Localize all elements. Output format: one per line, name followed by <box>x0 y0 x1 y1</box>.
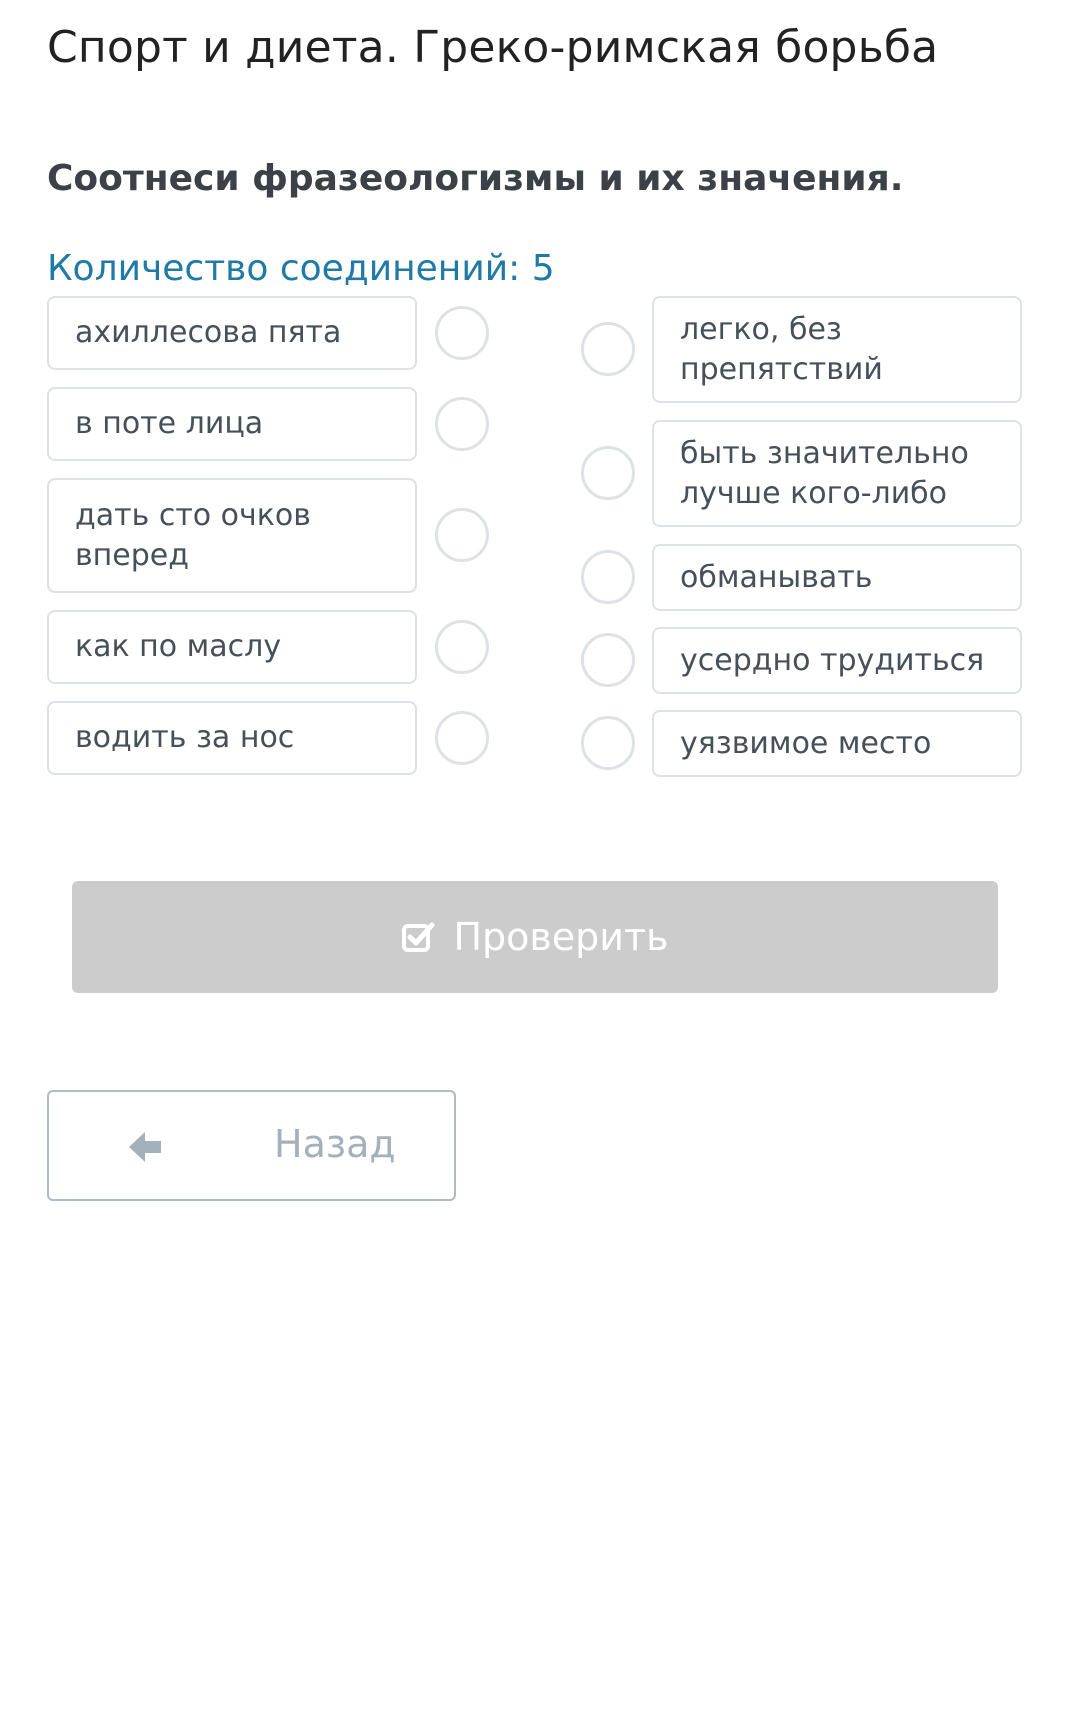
check-square-icon <box>401 920 435 954</box>
right-connector[interactable] <box>581 446 635 500</box>
left-connector[interactable] <box>435 620 489 674</box>
right-item-label: уязвимое место <box>680 725 932 761</box>
left-item[interactable] <box>47 387 417 461</box>
left-item-label: в поте лица <box>75 406 264 441</box>
left-item[interactable] <box>47 478 417 593</box>
right-item[interactable] <box>652 627 1022 694</box>
right-connector[interactable] <box>581 550 635 604</box>
task-instruction: Соотнеси фразеологизмы и их значения. <box>47 158 904 199</box>
right-connector[interactable] <box>581 322 635 376</box>
left-item-label: ахиллесова пята <box>75 315 342 350</box>
connections-count: Количество соединений: 5 <box>47 248 555 289</box>
left-item-label: водить за нос <box>75 720 295 755</box>
check-button[interactable] <box>72 881 998 993</box>
right-item[interactable] <box>652 420 1022 527</box>
left-connector[interactable] <box>435 711 489 765</box>
right-item[interactable] <box>652 544 1022 611</box>
right-item-label: усердно трудиться <box>680 642 985 678</box>
left-item[interactable] <box>47 701 417 775</box>
left-connector[interactable] <box>435 508 489 562</box>
left-connector[interactable] <box>435 397 489 451</box>
left-item[interactable] <box>47 610 417 684</box>
back-button-label: Назад <box>274 1122 396 1166</box>
right-item-label: легко, без препятствий <box>680 311 883 387</box>
left-item[interactable] <box>47 296 417 370</box>
left-connector[interactable] <box>435 306 489 360</box>
page-title: Спорт и диета. Греко-римская борьба <box>47 22 939 73</box>
right-connector[interactable] <box>581 716 635 770</box>
left-item-label: как по маслу <box>75 629 282 664</box>
right-item[interactable] <box>652 710 1022 777</box>
right-item-label: быть значительно лучше кого-либо <box>680 435 969 511</box>
right-item[interactable] <box>652 296 1022 403</box>
back-button[interactable] <box>47 1090 456 1201</box>
left-item-label: дать сто очков вперед <box>75 497 311 573</box>
arrow-left-icon <box>125 1127 165 1167</box>
right-connector[interactable] <box>581 633 635 687</box>
check-button-label: Проверить <box>453 915 669 959</box>
right-item-label: обманывать <box>680 559 873 595</box>
